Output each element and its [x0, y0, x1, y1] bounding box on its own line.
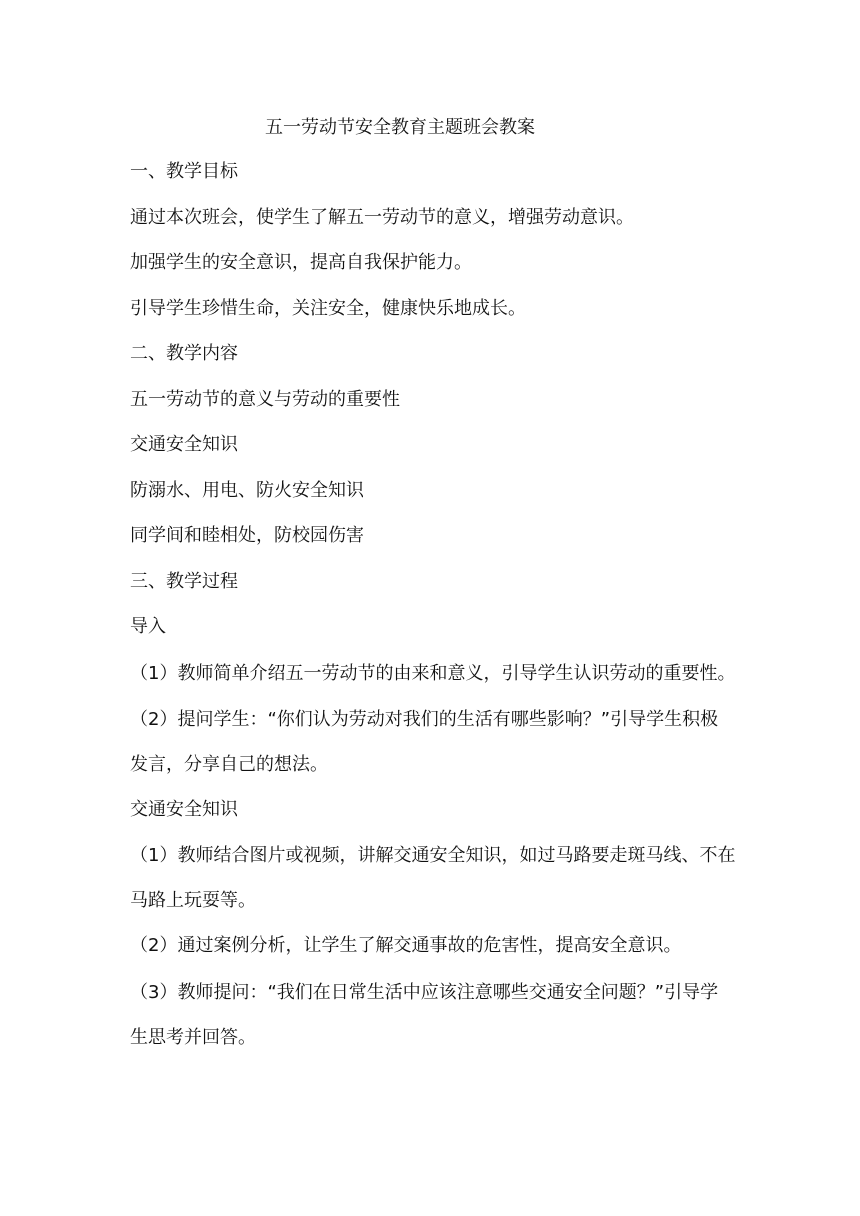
paragraph-intro-1: （1）教师简单介绍五一劳动节的由来和意义，引导学生认识劳动的重要性。: [130, 662, 736, 684]
paragraph-content-4: 同学间和睦相处，防校园伤害: [130, 525, 364, 546]
paragraph-goal-3: 引导学生珍惜生命，关注安全，健康快乐地成长。: [130, 297, 526, 319]
section-heading-goals: 一、教学目标: [130, 161, 238, 182]
document-title: 五一劳动节安全教育主题班会教案: [265, 117, 535, 138]
paragraph-traffic-1: （1）教师结合图片或视频，讲解交通安全知识，如过马路要走斑马线、不在马路上玩耍等。: [130, 845, 736, 911]
subheading-intro: 导入: [130, 616, 166, 637]
section-heading-process: 三、教学过程: [130, 570, 238, 592]
document-body: [130, 158, 736, 1069]
paragraph-content-2: 交通安全知识: [130, 434, 238, 455]
paragraph-goal-1: 通过本次班会，使学生了解五一劳动节的意义，增强劳动意识。: [130, 206, 634, 228]
paragraph-traffic-2: （2）通过案例分析，让学生了解交通事故的危害性，提高安全意识。: [130, 935, 682, 956]
paragraph-intro-2: （2）提问学生：“你们认为劳动对我们的生活有哪些影响？”引导学生积极发言，分享自己的想法。: [130, 708, 719, 775]
paragraph-content-3: 防溺水、用电、防火安全知识: [130, 479, 364, 501]
section-heading-content: 二、教学内容: [130, 343, 238, 364]
paragraph-goal-2: 加强学生的安全意识，提高自我保护能力。: [130, 252, 472, 273]
paragraph-content-1: 五一劳动节的意义与劳动的重要性: [130, 388, 400, 410]
paragraph-traffic-3: （3）教师提问：“我们在日常生活中应该注意哪些交通安全问题？”引导学生思考并回答。: [130, 981, 719, 1048]
subheading-traffic: 交通安全知识: [130, 798, 238, 820]
